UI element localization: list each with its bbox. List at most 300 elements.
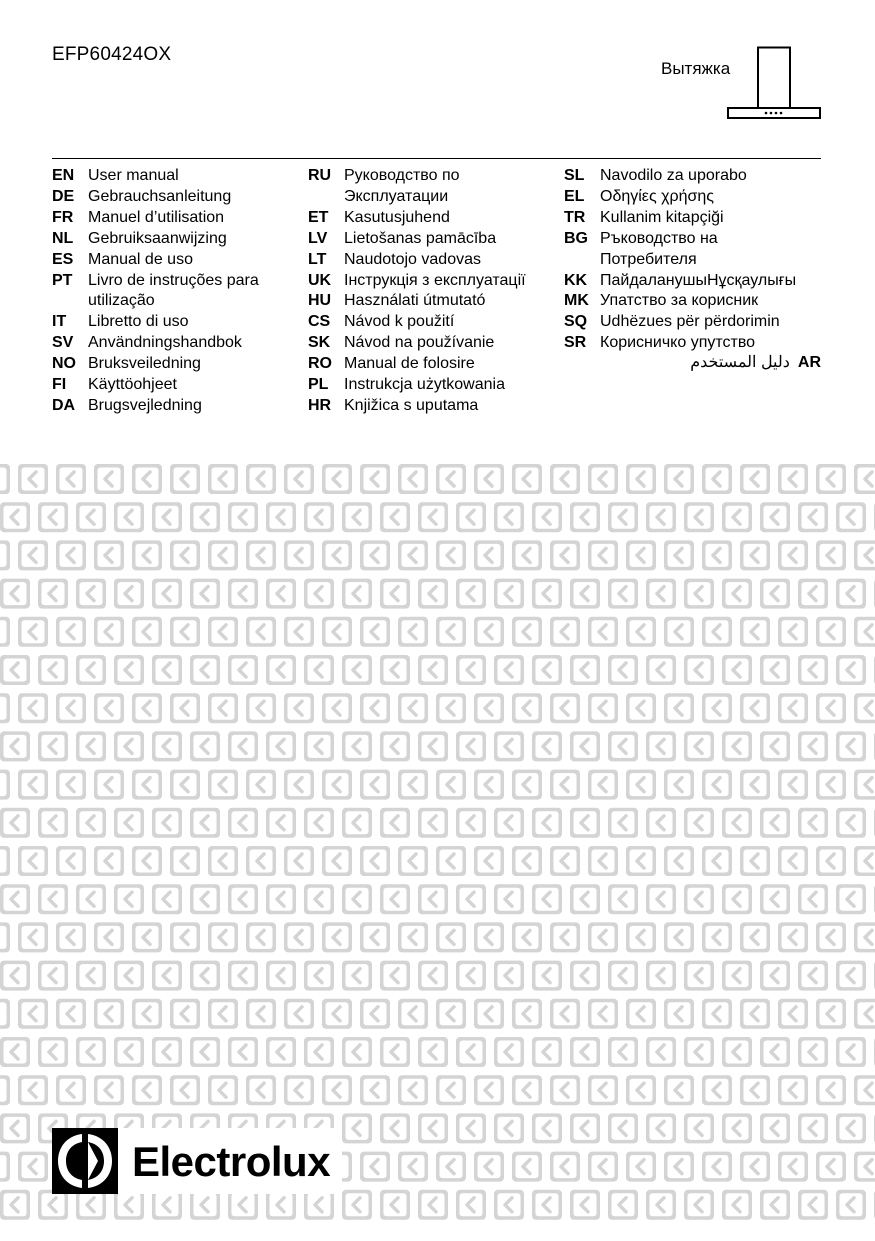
language-text: Naudotojo vadovas bbox=[344, 250, 481, 268]
pattern-tile-icon bbox=[722, 1037, 752, 1067]
pattern-tile-icon bbox=[588, 617, 618, 647]
pattern-tile-icon bbox=[798, 808, 828, 838]
product-name: Вытяжка bbox=[661, 59, 731, 78]
pattern-tile-icon bbox=[18, 1075, 48, 1105]
pattern-tile-icon bbox=[494, 961, 524, 991]
pattern-tile-icon bbox=[532, 655, 562, 685]
pattern-tile-icon bbox=[798, 1113, 828, 1143]
pattern-tile-icon bbox=[38, 1037, 68, 1067]
language-text: Ръководство на Потребителя bbox=[600, 229, 718, 268]
pattern-tile-icon bbox=[266, 961, 296, 991]
pattern-tile-icon bbox=[646, 1190, 676, 1220]
pattern-tile-icon bbox=[684, 884, 714, 914]
language-text: ПайдаланушыНұсқаулығы bbox=[600, 271, 797, 289]
pattern-tile-icon bbox=[132, 1075, 162, 1105]
pattern-tile-icon bbox=[760, 1113, 790, 1143]
pattern-tile-icon bbox=[760, 808, 790, 838]
language-code: TR bbox=[564, 208, 586, 226]
language-code: EL bbox=[564, 187, 585, 205]
pattern-tile-icon bbox=[512, 846, 542, 876]
language-text: Návod na používanie bbox=[344, 334, 495, 352]
language-text: Bruksveiledning bbox=[88, 355, 201, 373]
pattern-tile-icon bbox=[322, 999, 352, 1029]
pattern-tile-icon bbox=[190, 502, 220, 532]
pattern-tile-icon bbox=[170, 922, 200, 952]
pattern-tile-icon bbox=[284, 464, 314, 494]
pattern-tile-icon bbox=[798, 1037, 828, 1067]
pattern-tile-icon bbox=[646, 1037, 676, 1067]
pattern-tile-icon bbox=[760, 731, 790, 761]
pattern-tile-icon bbox=[380, 502, 410, 532]
pattern-tile-icon bbox=[94, 846, 124, 876]
pattern-tile-icon bbox=[152, 655, 182, 685]
pattern-tile-icon bbox=[722, 1113, 752, 1143]
pattern-tile-icon bbox=[94, 464, 124, 494]
pattern-tile-icon bbox=[246, 999, 276, 1029]
pattern-tile-icon bbox=[304, 808, 334, 838]
pattern-tile-icon bbox=[246, 1075, 276, 1105]
language-code: NL bbox=[52, 229, 74, 247]
pattern-tile-icon bbox=[0, 884, 30, 914]
pattern-tile-icon bbox=[360, 464, 390, 494]
pattern-tile-icon bbox=[740, 770, 770, 800]
pattern-tile-icon bbox=[588, 770, 618, 800]
pattern-tile-icon bbox=[456, 1113, 486, 1143]
language-text: Használati útmutató bbox=[344, 292, 486, 310]
language-row-hu bbox=[308, 291, 544, 312]
pattern-tile-icon bbox=[532, 884, 562, 914]
pattern-tile-icon bbox=[646, 961, 676, 991]
pattern-tile-icon bbox=[816, 464, 846, 494]
brand-name: Electrolux bbox=[132, 1138, 331, 1185]
pattern-tile-icon bbox=[854, 770, 875, 800]
language-text: Käyttöohjeet bbox=[88, 376, 177, 394]
pattern-tile-icon bbox=[664, 1075, 694, 1105]
pattern-tile-icon bbox=[570, 1190, 600, 1220]
pattern-tile-icon bbox=[398, 464, 428, 494]
pattern-tile-icon bbox=[512, 1075, 542, 1105]
language-row-de bbox=[52, 187, 288, 208]
pattern-tile-icon bbox=[380, 579, 410, 609]
pattern-tile-icon bbox=[56, 999, 86, 1029]
pattern-tile-icon bbox=[18, 540, 48, 570]
pattern-tile-icon bbox=[76, 961, 106, 991]
pattern-tile-icon bbox=[854, 999, 875, 1029]
pattern-tile-icon bbox=[778, 693, 808, 723]
pattern-tile-icon bbox=[740, 1152, 770, 1182]
pattern-tile-icon bbox=[360, 540, 390, 570]
pattern-tile-icon bbox=[190, 655, 220, 685]
pattern-tile-icon bbox=[94, 693, 124, 723]
electrolux-logo-icon bbox=[52, 1128, 118, 1194]
pattern-tile-icon bbox=[170, 617, 200, 647]
pattern-tile-icon bbox=[664, 999, 694, 1029]
pattern-tile-icon bbox=[760, 961, 790, 991]
language-code: EN bbox=[52, 167, 75, 184]
pattern-tile-icon bbox=[56, 770, 86, 800]
pattern-tile-icon bbox=[228, 731, 258, 761]
pattern-tile-icon bbox=[816, 1152, 846, 1182]
language-text: Руководство по Эксплуатации bbox=[344, 167, 460, 205]
header-divider bbox=[52, 158, 821, 159]
pattern-tile-icon bbox=[322, 693, 352, 723]
pattern-tile-icon bbox=[170, 770, 200, 800]
pattern-tile-icon bbox=[456, 1190, 486, 1220]
language-text: Knjižica s uputama bbox=[344, 396, 479, 414]
pattern-tile-icon bbox=[246, 464, 276, 494]
pattern-tile-icon bbox=[190, 731, 220, 761]
pattern-tile-icon bbox=[398, 617, 428, 647]
pattern-tile-icon bbox=[456, 808, 486, 838]
language-code: LV bbox=[308, 229, 328, 247]
pattern-tile-icon bbox=[816, 999, 846, 1029]
pattern-tile-icon bbox=[380, 1037, 410, 1067]
language-text: Manual de uso bbox=[88, 250, 193, 268]
pattern-tile-icon bbox=[0, 1037, 30, 1067]
pattern-tile-icon bbox=[436, 999, 466, 1029]
pattern-tile-icon bbox=[760, 579, 790, 609]
pattern-tile-icon bbox=[760, 884, 790, 914]
language-row-sq bbox=[564, 312, 800, 333]
pattern-tile-icon bbox=[418, 1037, 448, 1067]
language-row-sk bbox=[308, 333, 544, 354]
pattern-tile-icon bbox=[342, 1037, 372, 1067]
pattern-tile-icon bbox=[190, 1037, 220, 1067]
language-text: Gebruiksaanwijzing bbox=[88, 229, 227, 247]
pattern-tile-icon bbox=[474, 922, 504, 952]
pattern-tile-icon bbox=[380, 731, 410, 761]
pattern-tile-icon bbox=[0, 1113, 30, 1143]
pattern-tile-icon bbox=[550, 693, 580, 723]
pattern-tile-icon bbox=[228, 579, 258, 609]
pattern-tile-icon bbox=[132, 999, 162, 1029]
language-text: Οδηγίες χρήσης bbox=[600, 187, 714, 205]
pattern-tile-icon bbox=[436, 922, 466, 952]
language-row-pt bbox=[52, 271, 288, 313]
pattern-tile-icon bbox=[550, 922, 580, 952]
pattern-tile-icon bbox=[436, 693, 466, 723]
pattern-tile-icon bbox=[684, 961, 714, 991]
pattern-tile-icon bbox=[798, 961, 828, 991]
pattern-tile-icon bbox=[722, 502, 752, 532]
pattern-tile-icon bbox=[360, 1152, 390, 1182]
pattern-tile-icon bbox=[550, 1152, 580, 1182]
pattern-tile-icon bbox=[854, 540, 875, 570]
pattern-tile-icon bbox=[18, 464, 48, 494]
pattern-tile-icon bbox=[342, 579, 372, 609]
pattern-tile-icon bbox=[0, 579, 30, 609]
language-row-es bbox=[52, 250, 288, 271]
pattern-tile-icon bbox=[684, 655, 714, 685]
pattern-tile-icon bbox=[702, 770, 732, 800]
pattern-tile-icon bbox=[550, 540, 580, 570]
pattern-tile-icon bbox=[722, 731, 752, 761]
pattern-tile-icon bbox=[626, 693, 656, 723]
pattern-tile-icon bbox=[550, 617, 580, 647]
pattern-tile-icon bbox=[266, 808, 296, 838]
pattern-tile-icon bbox=[170, 540, 200, 570]
pattern-tile-icon bbox=[474, 617, 504, 647]
pattern-tile-icon bbox=[114, 731, 144, 761]
model-number: EFP60424OX bbox=[52, 44, 172, 65]
pattern-tile-icon bbox=[664, 770, 694, 800]
pattern-tile-icon bbox=[208, 540, 238, 570]
pattern-tile-icon bbox=[152, 961, 182, 991]
pattern-tile-icon bbox=[114, 884, 144, 914]
pattern-tile-icon bbox=[56, 540, 86, 570]
pattern-tile-icon bbox=[380, 884, 410, 914]
pattern-tile-icon bbox=[436, 464, 466, 494]
pattern-tile-icon bbox=[816, 693, 846, 723]
pattern-tile-icon bbox=[740, 922, 770, 952]
pattern-tile-icon bbox=[436, 846, 466, 876]
pattern-tile-icon bbox=[360, 693, 390, 723]
pattern-tile-icon bbox=[76, 579, 106, 609]
pattern-tile-icon bbox=[322, 464, 352, 494]
pattern-tile-icon bbox=[684, 1190, 714, 1220]
pattern-tile-icon bbox=[190, 884, 220, 914]
pattern-tile-icon bbox=[436, 1152, 466, 1182]
pattern-tile-icon bbox=[684, 502, 714, 532]
pattern-tile-icon bbox=[284, 617, 314, 647]
pattern-tile-icon bbox=[778, 540, 808, 570]
language-row-lv bbox=[308, 229, 544, 250]
pattern-tile-icon bbox=[722, 655, 752, 685]
pattern-tile-icon bbox=[418, 579, 448, 609]
pattern-tile-icon bbox=[246, 617, 276, 647]
pattern-tile-icon bbox=[588, 540, 618, 570]
pattern-tile-icon bbox=[0, 770, 10, 800]
pattern-tile-icon bbox=[550, 464, 580, 494]
pattern-tile-icon bbox=[228, 1037, 258, 1067]
pattern-tile-icon bbox=[304, 1190, 334, 1220]
pattern-tile-icon bbox=[284, 540, 314, 570]
pattern-tile-icon bbox=[512, 540, 542, 570]
pattern-tile-icon bbox=[646, 731, 676, 761]
language-code: FR bbox=[52, 208, 74, 226]
pattern-tile-icon bbox=[702, 540, 732, 570]
pattern-tile-icon bbox=[722, 808, 752, 838]
pattern-tile-icon bbox=[702, 1152, 732, 1182]
pattern-tile-icon bbox=[170, 846, 200, 876]
pattern-tile-icon bbox=[778, 1152, 808, 1182]
pattern-tile-icon bbox=[380, 1190, 410, 1220]
pattern-tile-icon bbox=[38, 961, 68, 991]
pattern-tile-icon bbox=[740, 617, 770, 647]
pattern-tile-icon bbox=[550, 1075, 580, 1105]
language-text: دليل المستخدم bbox=[690, 354, 790, 371]
pattern-tile-icon bbox=[836, 961, 866, 991]
pattern-tile-icon bbox=[208, 464, 238, 494]
pattern-tile-icon bbox=[342, 1113, 372, 1143]
pattern-tile-icon bbox=[778, 770, 808, 800]
pattern-tile-icon bbox=[152, 731, 182, 761]
pattern-tile-icon bbox=[284, 922, 314, 952]
pattern-tile-icon bbox=[702, 464, 732, 494]
pattern-tile-icon bbox=[76, 1037, 106, 1067]
language-text: Gebrauchsanleitung bbox=[88, 187, 232, 205]
pattern-tile-icon bbox=[740, 846, 770, 876]
language-code: FI bbox=[52, 376, 67, 394]
pattern-tile-icon bbox=[608, 1037, 638, 1067]
pattern-tile-icon bbox=[456, 1037, 486, 1067]
pattern-tile-icon bbox=[664, 540, 694, 570]
pattern-tile-icon bbox=[722, 961, 752, 991]
pattern-tile-icon bbox=[0, 922, 10, 952]
language-row-el bbox=[564, 187, 800, 208]
pattern-tile-icon bbox=[0, 1152, 10, 1182]
pattern-tile-icon bbox=[512, 617, 542, 647]
pattern-tile-icon bbox=[76, 655, 106, 685]
pattern-tile-icon bbox=[228, 808, 258, 838]
pattern-tile-icon bbox=[836, 1113, 866, 1143]
pattern-tile-icon bbox=[304, 655, 334, 685]
pattern-tile-icon bbox=[0, 540, 10, 570]
language-row-et bbox=[308, 208, 544, 229]
pattern-tile-icon bbox=[132, 540, 162, 570]
pattern-tile-icon bbox=[190, 808, 220, 838]
language-text: Kullanim kitapçiği bbox=[600, 208, 724, 226]
language-row-fr bbox=[52, 208, 288, 229]
pattern-tile-icon bbox=[380, 808, 410, 838]
language-code: SK bbox=[308, 334, 331, 352]
pattern-tile-icon bbox=[646, 502, 676, 532]
language-text: Navodilo za uporabo bbox=[600, 167, 747, 184]
pattern-tile-icon bbox=[360, 770, 390, 800]
pattern-tile-icon bbox=[38, 502, 68, 532]
pattern-tile-icon bbox=[854, 846, 875, 876]
pattern-tile-icon bbox=[0, 808, 30, 838]
language-row-sr bbox=[564, 333, 800, 354]
pattern-tile-icon bbox=[512, 770, 542, 800]
pattern-tile-icon bbox=[266, 655, 296, 685]
language-row-ro bbox=[308, 354, 544, 375]
pattern-tile-icon bbox=[0, 999, 10, 1029]
pattern-tile-icon bbox=[798, 579, 828, 609]
language-code: PT bbox=[52, 271, 73, 289]
pattern-tile-icon bbox=[18, 770, 48, 800]
pattern-tile-icon bbox=[342, 808, 372, 838]
pattern-tile-icon bbox=[304, 579, 334, 609]
language-code: PL bbox=[308, 376, 329, 394]
pattern-tile-icon bbox=[664, 464, 694, 494]
pattern-tile-icon bbox=[474, 693, 504, 723]
pattern-tile-icon bbox=[512, 693, 542, 723]
pattern-tile-icon bbox=[494, 579, 524, 609]
pattern-tile-icon bbox=[608, 502, 638, 532]
pattern-tile-icon bbox=[646, 808, 676, 838]
pattern-tile-icon bbox=[798, 731, 828, 761]
pattern-tile-icon bbox=[626, 540, 656, 570]
pattern-tile-icon bbox=[342, 502, 372, 532]
pattern-tile-icon bbox=[836, 884, 866, 914]
language-code: NO bbox=[52, 355, 76, 373]
pattern-tile-icon bbox=[304, 731, 334, 761]
pattern-tile-icon bbox=[266, 502, 296, 532]
pattern-tile-icon bbox=[740, 540, 770, 570]
pattern-tile-icon bbox=[360, 846, 390, 876]
pattern-tile-icon bbox=[132, 770, 162, 800]
pattern-tile-icon bbox=[266, 579, 296, 609]
pattern-tile-icon bbox=[494, 655, 524, 685]
language-row-tr bbox=[564, 208, 800, 229]
pattern-tile-icon bbox=[360, 922, 390, 952]
pattern-tile-icon bbox=[702, 922, 732, 952]
pattern-tile-icon bbox=[836, 1190, 866, 1220]
language-row-lt bbox=[308, 250, 544, 271]
pattern-tile-icon bbox=[646, 655, 676, 685]
pattern-tile-icon bbox=[570, 502, 600, 532]
language-code: CS bbox=[308, 313, 331, 331]
pattern-tile-icon bbox=[474, 770, 504, 800]
pattern-tile-icon bbox=[322, 1075, 352, 1105]
pattern-tile-icon bbox=[152, 808, 182, 838]
pattern-tile-icon bbox=[456, 731, 486, 761]
pattern-tile-icon bbox=[246, 540, 276, 570]
language-text: Manuel d’utilisation bbox=[88, 208, 225, 226]
pattern-tile-icon bbox=[722, 1190, 752, 1220]
pattern-tile-icon bbox=[0, 617, 10, 647]
pattern-tile-icon bbox=[778, 922, 808, 952]
pattern-tile-icon bbox=[836, 731, 866, 761]
pattern-tile-icon bbox=[816, 617, 846, 647]
language-row-nl bbox=[52, 229, 288, 250]
pattern-tile-icon bbox=[702, 999, 732, 1029]
pattern-tile-icon bbox=[208, 770, 238, 800]
language-text: Manual de folosire bbox=[344, 355, 475, 373]
pattern-tile-icon bbox=[512, 464, 542, 494]
pattern-tile-icon bbox=[246, 693, 276, 723]
pattern-tile-icon bbox=[18, 922, 48, 952]
pattern-tile-icon bbox=[208, 846, 238, 876]
pattern-tile-icon bbox=[38, 808, 68, 838]
pattern-tile-icon bbox=[626, 1075, 656, 1105]
language-text: Lietošanas pamācība bbox=[344, 229, 497, 247]
pattern-tile-icon bbox=[570, 884, 600, 914]
language-code: KK bbox=[564, 271, 588, 289]
language-text: Användningshandbok bbox=[88, 334, 242, 352]
pattern-tile-icon bbox=[304, 884, 334, 914]
pattern-tile-icon bbox=[836, 579, 866, 609]
language-text: Корисничко упутство bbox=[600, 334, 756, 352]
pattern-tile-icon bbox=[0, 846, 10, 876]
pattern-tile-icon bbox=[608, 731, 638, 761]
pattern-tile-icon bbox=[94, 922, 124, 952]
pattern-tile-icon bbox=[778, 464, 808, 494]
pattern-tile-icon bbox=[56, 617, 86, 647]
pattern-tile-icon bbox=[494, 884, 524, 914]
pattern-tile-icon bbox=[854, 922, 875, 952]
pattern-tile-icon bbox=[646, 1113, 676, 1143]
pattern-tile-icon bbox=[132, 617, 162, 647]
pattern-tile-icon bbox=[114, 579, 144, 609]
language-row-mk bbox=[564, 291, 800, 312]
language-code: MK bbox=[564, 292, 589, 310]
pattern-tile-icon bbox=[854, 617, 875, 647]
pattern-tile-icon bbox=[512, 1152, 542, 1182]
pattern-tile-icon bbox=[608, 808, 638, 838]
language-row-hr bbox=[308, 396, 544, 417]
pattern-tile-icon bbox=[114, 1037, 144, 1067]
pattern-tile-icon bbox=[456, 884, 486, 914]
language-text: Kasutusjuhend bbox=[344, 208, 450, 226]
pattern-tile-icon bbox=[18, 999, 48, 1029]
language-code: AR bbox=[797, 354, 821, 371]
pattern-tile-icon bbox=[342, 1190, 372, 1220]
pattern-tile-icon bbox=[570, 961, 600, 991]
pattern-tile-icon bbox=[284, 770, 314, 800]
pattern-tile-icon bbox=[798, 655, 828, 685]
